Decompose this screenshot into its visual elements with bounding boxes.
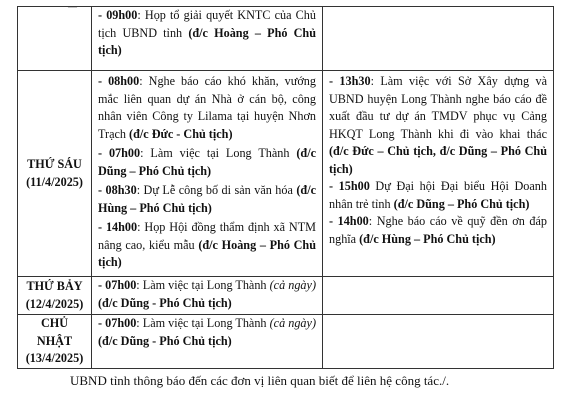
afternoon-cell <box>323 7 554 71</box>
morning-cell <box>92 71 323 277</box>
morning-cell <box>92 315 323 369</box>
table-row <box>18 71 554 277</box>
schedule-table <box>17 6 554 369</box>
day-cell <box>18 315 92 369</box>
schedule-item: - 08h00: Nghe báo cáo khó khăn, vướng mắc liên quan dự án Nhà ở cán bộ, công nhân viên Công ty Lilama tại huyện Nhơn Trạch (đ/c Đức - Chủ tịch) <box>98 74 316 141</box>
day-cell <box>18 7 92 71</box>
afternoon-cell <box>323 315 554 369</box>
schedule-item: - 13h30: Làm việc với Sở Xây dựng và UBND huyện Long Thành nghe báo cáo đề xuất đầu tư dự án TMDV phục vụ Cảng HKQT Long Thành khi đi vào khai thác (đ/c Đức – Chủ tịch, đ/c Dũng – Phó Chủ tịch) <box>329 74 547 176</box>
table-row <box>18 277 554 315</box>
schedule-item: - 07h00: Làm việc tại Long Thành (đ/c Dũng – Phó Chủ tịch) <box>98 146 317 178</box>
table-row <box>18 315 554 369</box>
morning-cell <box>92 7 323 71</box>
schedule-item: - 09h00: Họp tổ giải quyết KNTC của Chủ tịch UBND tỉnh (đ/c Hoàng – Phó Chủ tịch) <box>98 8 316 57</box>
footer-note: UBND tỉnh thông báo đến các đơn vị liên quan biết để liên hệ công tác./. <box>70 373 450 388</box>
table-row <box>18 7 554 71</box>
day-date: (12/4/2025) <box>25 296 84 311</box>
afternoon-cell <box>323 277 554 315</box>
day-date: (11/4/2025) <box>26 174 83 189</box>
schedule-item: - 14h00: Họp Hội đồng thẩm định xã NTM nâng cao, kiểu mẫu (đ/c Hoàng – Phó Chủ tịch) <box>98 220 316 269</box>
morning-cell <box>92 277 323 315</box>
day-cell <box>18 71 92 277</box>
day-cell <box>18 277 92 315</box>
schedule-item: - 15h00 Dự Đại hội Đại biểu Hội Doanh nhân trẻ tỉnh (đ/c Dũng – Phó Chủ tịch) <box>329 179 547 211</box>
day-label: CHỦ NHẬT <box>36 316 73 348</box>
schedule-item: - 07h00: Làm việc tại Long Thành (cả ngày) (đ/c Dũng - Phó Chủ tịch) <box>98 316 316 348</box>
afternoon-cell <box>323 71 554 277</box>
schedule-item: - 08h30: Dự Lễ công bố di sản văn hóa (đ/c Hùng – Phó Chủ tịch) <box>98 183 316 215</box>
schedule-item: - 07h00: Làm việc tại Long Thành (cả ngày) (đ/c Dũng - Phó Chủ tịch) <box>98 278 316 310</box>
day-label: THỨ BẢY <box>26 279 83 293</box>
day-label: THỨ SÁU <box>27 157 82 171</box>
top-mark: — <box>68 2 77 12</box>
schedule-item: - 14h00: Nghe báo cáo về quỹ đền ơn đáp nghĩa (đ/c Hùng – Phó Chủ tịch) <box>329 214 547 246</box>
day-date: (13/4/2025) <box>25 351 84 366</box>
